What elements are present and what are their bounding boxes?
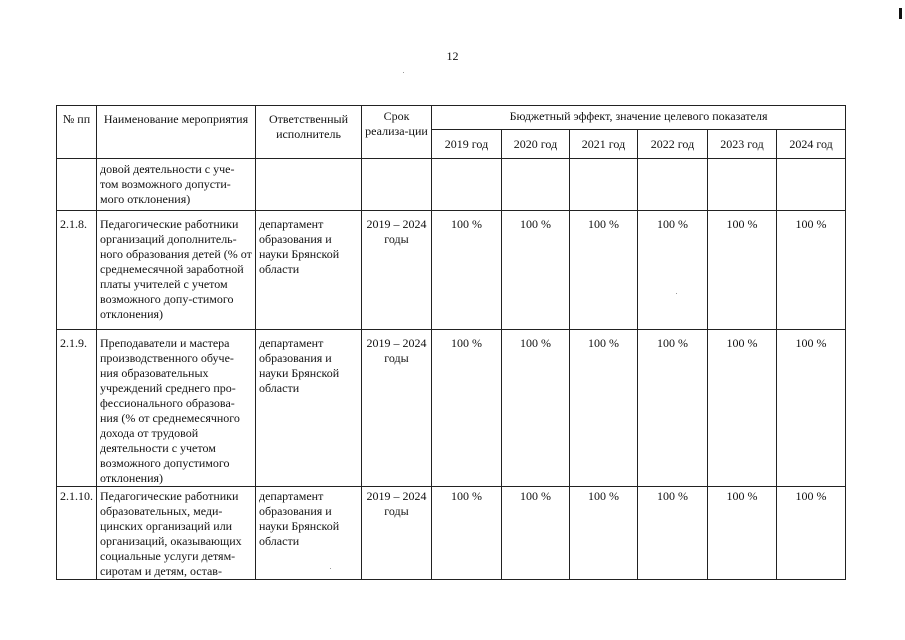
- header-year: 2023 год: [708, 130, 777, 159]
- header-responsible: Ответственный исполнитель: [256, 106, 362, 159]
- cell-value: 100 %: [708, 211, 777, 330]
- header-name: Наименование мероприятия: [97, 106, 256, 159]
- cell-period: 2019 – 2024 годы: [362, 211, 432, 330]
- cell-responsible: [256, 159, 362, 211]
- cell-num: 2.1.8.: [57, 211, 97, 330]
- cell-num: 2.1.9.: [57, 330, 97, 487]
- header-year: 2019 год: [432, 130, 502, 159]
- cell-value: 100 %: [502, 211, 570, 330]
- cell-value: 100 %: [638, 330, 708, 487]
- cell-responsible: департамент образования и науки Брянской области: [256, 330, 362, 487]
- table-row-continuation: [57, 159, 846, 211]
- cell-responsible: департамент образования и науки Брянской области: [256, 211, 362, 330]
- cell-value: 100 %: [432, 211, 502, 330]
- cell-value: 100 %: [638, 487, 708, 580]
- cell-value: 100 %: [708, 487, 777, 580]
- table-row: [57, 487, 846, 580]
- scan-edge-mark: [899, 8, 902, 19]
- measures-table: [56, 105, 846, 580]
- cell-value: 100 %: [708, 330, 777, 487]
- page-number: 12: [446, 49, 459, 63]
- table-row: [57, 330, 846, 487]
- cell-num: 2.1.10.: [57, 487, 97, 580]
- cell-period: 2019 – 2024 годы: [362, 330, 432, 487]
- cell-value: [777, 159, 846, 211]
- cell-value: 100 %: [777, 487, 846, 580]
- header-year: 2021 год: [570, 130, 638, 159]
- cell-value: 100 %: [432, 487, 502, 580]
- cell-value: [708, 159, 777, 211]
- cell-responsible: департамент образования и науки Брянской области: [256, 487, 362, 580]
- cell-value: 100 %: [777, 330, 846, 487]
- header-period: Срок реализа-ции: [362, 106, 432, 159]
- cell-period: [362, 159, 432, 211]
- cell-value: 100 %: [570, 487, 638, 580]
- cell-name: Преподаватели и мастера производственного обуче-ния образовательных учреждений среднего про-фессионального образова-ния (% от среднемесячного дохода от трудовой деятельности с учетом возможного допустимого отклонения): [97, 330, 256, 487]
- header-year: 2020 год: [502, 130, 570, 159]
- cell-name: Педагогические работники образовательных, меди-цинских организаций или организаций, оказывающих социальные услуги детям-сиротам и детям, остав-: [97, 487, 256, 580]
- cell-value: [432, 159, 502, 211]
- cell-value: [570, 159, 638, 211]
- cell-name: Педагогические работники организаций дополнитель-ного образования детей (% от среднемесячной заработной платы учителей с учетом возможного допу-стимого отклонения): [97, 211, 256, 330]
- scan-speck: [403, 72, 404, 73]
- cell-value: 100 %: [570, 211, 638, 330]
- cell-name: довой деятельности с уче-том возможного допусти-мого отклонения): [97, 159, 256, 211]
- header-budget: Бюджетный эффект, значение целевого показателя: [432, 106, 846, 130]
- cell-value: 100 %: [638, 211, 708, 330]
- cell-value: 100 %: [502, 330, 570, 487]
- table-row: [57, 211, 846, 330]
- cell-value: [502, 159, 570, 211]
- cell-value: 100 %: [502, 487, 570, 580]
- header-year: 2022 год: [638, 130, 708, 159]
- header-year: 2024 год: [777, 130, 846, 159]
- cell-value: 100 %: [570, 330, 638, 487]
- cell-value: 100 %: [777, 211, 846, 330]
- header-num: № пп: [57, 106, 97, 159]
- cell-value: [638, 159, 708, 211]
- cell-num: [57, 159, 97, 211]
- cell-period: 2019 – 2024 годы: [362, 487, 432, 580]
- cell-value: 100 %: [432, 330, 502, 487]
